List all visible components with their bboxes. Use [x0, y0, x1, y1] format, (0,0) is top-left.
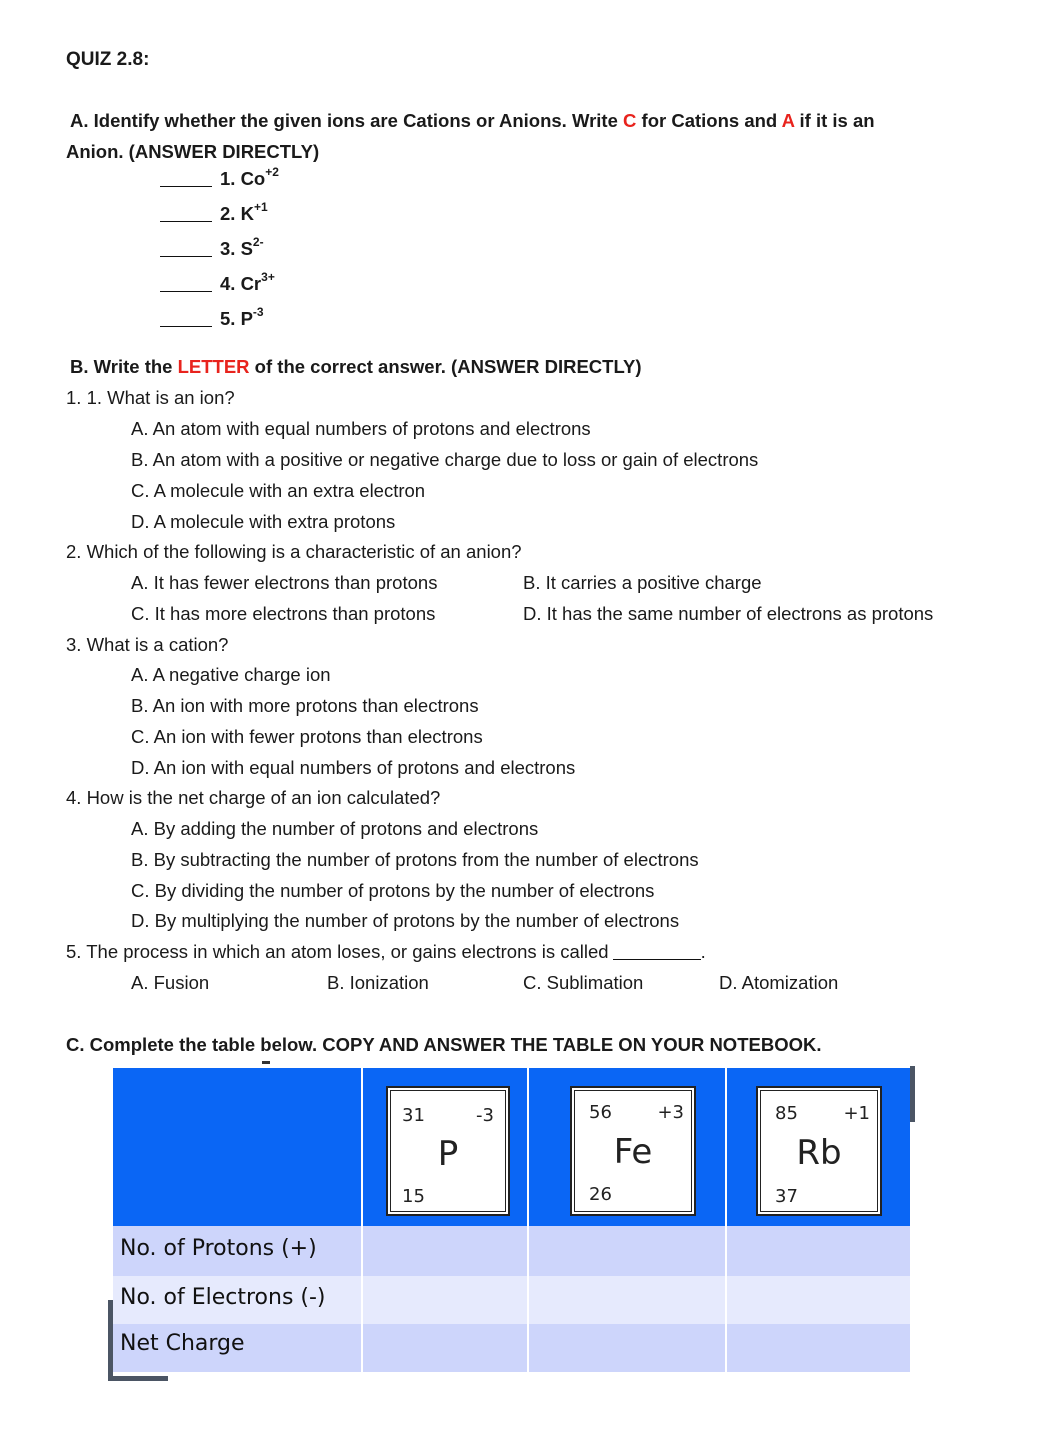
mass-number: 31: [402, 1105, 425, 1126]
answer-blank[interactable]: [613, 959, 701, 960]
element-symbol: Rb: [796, 1133, 842, 1173]
q5-choice-d[interactable]: D. Atomization: [719, 972, 839, 993]
element-tile-rb: [756, 1086, 882, 1216]
column-divider: [725, 1068, 727, 1372]
atomic-number: 15: [402, 1186, 425, 1207]
ion-charge: +2: [265, 164, 279, 179]
q3-choice-c[interactable]: C. An ion with fewer protons than electrons: [131, 726, 483, 747]
ion-charge: -3: [252, 304, 264, 319]
element-symbol: P: [437, 1134, 459, 1174]
section-a-instructions-line2: Anion. (ANSWER DIRECTLY): [66, 141, 320, 162]
ion-charge: 2-: [252, 234, 264, 249]
element-tile-p: [386, 1086, 510, 1216]
table-row-protons: [113, 1226, 910, 1276]
q2-choice-c[interactable]: C. It has more electrons than protons: [131, 603, 436, 624]
ion-charge: +3: [657, 1102, 684, 1123]
ion-item-1[interactable]: 1. $Co^{+2}$: [160, 168, 279, 190]
table-row-electrons: [113, 1276, 910, 1324]
answer-blank[interactable]: [160, 291, 212, 292]
q5-choice-a[interactable]: A. Fusion: [131, 972, 210, 993]
ion-charge: 3+: [261, 269, 275, 284]
q1-choice-d[interactable]: D. A molecule with extra protons: [131, 511, 396, 532]
answer-blank[interactable]: [160, 256, 212, 257]
row-label: No. of Electrons (-): [120, 1285, 326, 1310]
q2-choice-a[interactable]: A. It has fewer electrons than protons: [131, 572, 438, 593]
row-label: No. of Protons (+): [120, 1236, 317, 1261]
table-row-net-charge: [113, 1324, 910, 1372]
ion-item-5[interactable]: 5. $P^{-3}$: [160, 308, 264, 330]
q1-choice-a[interactable]: A. An atom with equal numbers of protons and electrons: [131, 418, 591, 439]
q4-choice-d[interactable]: D. By multiplying the number of protons by the number of electrons: [131, 910, 680, 931]
answer-blank[interactable]: [160, 221, 212, 222]
ion-table: [113, 1068, 910, 1372]
instr-text: for Cations and: [636, 110, 782, 131]
quiz-title: QUIZ 2.8:: [66, 49, 150, 70]
column-divider: [527, 1068, 529, 1372]
element-tile-fe: [570, 1086, 696, 1216]
question-4: 4. How is the net charge of an ion calculated?: [66, 787, 441, 808]
table-shadow: [108, 1376, 168, 1381]
answer-blank[interactable]: [160, 186, 212, 187]
mass-number: 85: [775, 1103, 798, 1124]
instr-text: A. Identify whether the given ions are Cations or Anions. Write: [70, 110, 624, 131]
atomic-number: 37: [775, 1186, 798, 1207]
column-divider: [361, 1068, 363, 1372]
ion-item-4[interactable]: 4. $Cr^{3+}$: [160, 273, 275, 295]
question-3: 3. What is a cation?: [66, 634, 229, 655]
section-b-heading: B. Write the LETTER of the correct answer. (ANSWER DIRECTLY): [70, 356, 642, 377]
ion-charge: +1: [843, 1103, 870, 1124]
mass-number: 56: [589, 1102, 612, 1123]
ion-charge: -3: [476, 1105, 494, 1126]
cation-letter: C: [623, 110, 637, 131]
question-2: 2. Which of the following is a characteristic of an anion?: [66, 541, 522, 562]
q5-choice-c[interactable]: C. Sublimation: [523, 972, 644, 993]
element-symbol: Fe: [613, 1132, 653, 1172]
anion-letter: A: [781, 110, 795, 131]
q4-choice-a[interactable]: A. By adding the number of protons and electrons: [131, 818, 539, 839]
q3-choice-a[interactable]: A. A negative charge ion: [131, 664, 331, 685]
ion-item-3[interactable]: 3. $S^{2-}$: [160, 238, 264, 260]
q1-choice-b[interactable]: B. An atom with a positive or negative charge due to loss or gain of electrons: [131, 449, 759, 470]
row-label: Net Charge: [120, 1331, 245, 1356]
q1-choice-c[interactable]: C. A molecule with an extra electron: [131, 480, 426, 501]
decorative-mark: [262, 1061, 270, 1064]
section-a-instructions: [70, 110, 875, 132]
atomic-number: 26: [589, 1184, 612, 1205]
ion-charge: +1: [253, 199, 268, 214]
q5-choice-b[interactable]: B. Ionization: [327, 972, 429, 993]
q3-choice-d[interactable]: D. An ion with equal numbers of protons and electrons: [131, 757, 576, 778]
q3-choice-b[interactable]: B. An ion with more protons than electrons: [131, 695, 479, 716]
question-1: 1. 1. What is an ion?: [66, 387, 235, 408]
section-c-heading: C. Complete the table below. COPY AND ANSWER THE TABLE ON YOUR NOTEBOOK.: [66, 1034, 822, 1055]
answer-blank[interactable]: [160, 326, 212, 327]
q2-choice-d[interactable]: D. It has the same number of electrons as protons: [523, 603, 934, 624]
table-shadow: [910, 1066, 915, 1122]
ion-item-2[interactable]: 2. $K^{+1}$: [160, 203, 268, 225]
question-5: 5. The process in which an atom loses, or gains electrons is called .: [66, 941, 706, 962]
q4-choice-c[interactable]: C. By dividing the number of protons by the number of electrons: [131, 880, 655, 901]
instr-text: if it is an: [794, 110, 875, 131]
q2-choice-b[interactable]: B. It carries a positive charge: [523, 572, 762, 593]
letter-emphasis: LETTER: [177, 356, 250, 377]
q4-choice-b[interactable]: B. By subtracting the number of protons from the number of electrons: [131, 849, 699, 870]
